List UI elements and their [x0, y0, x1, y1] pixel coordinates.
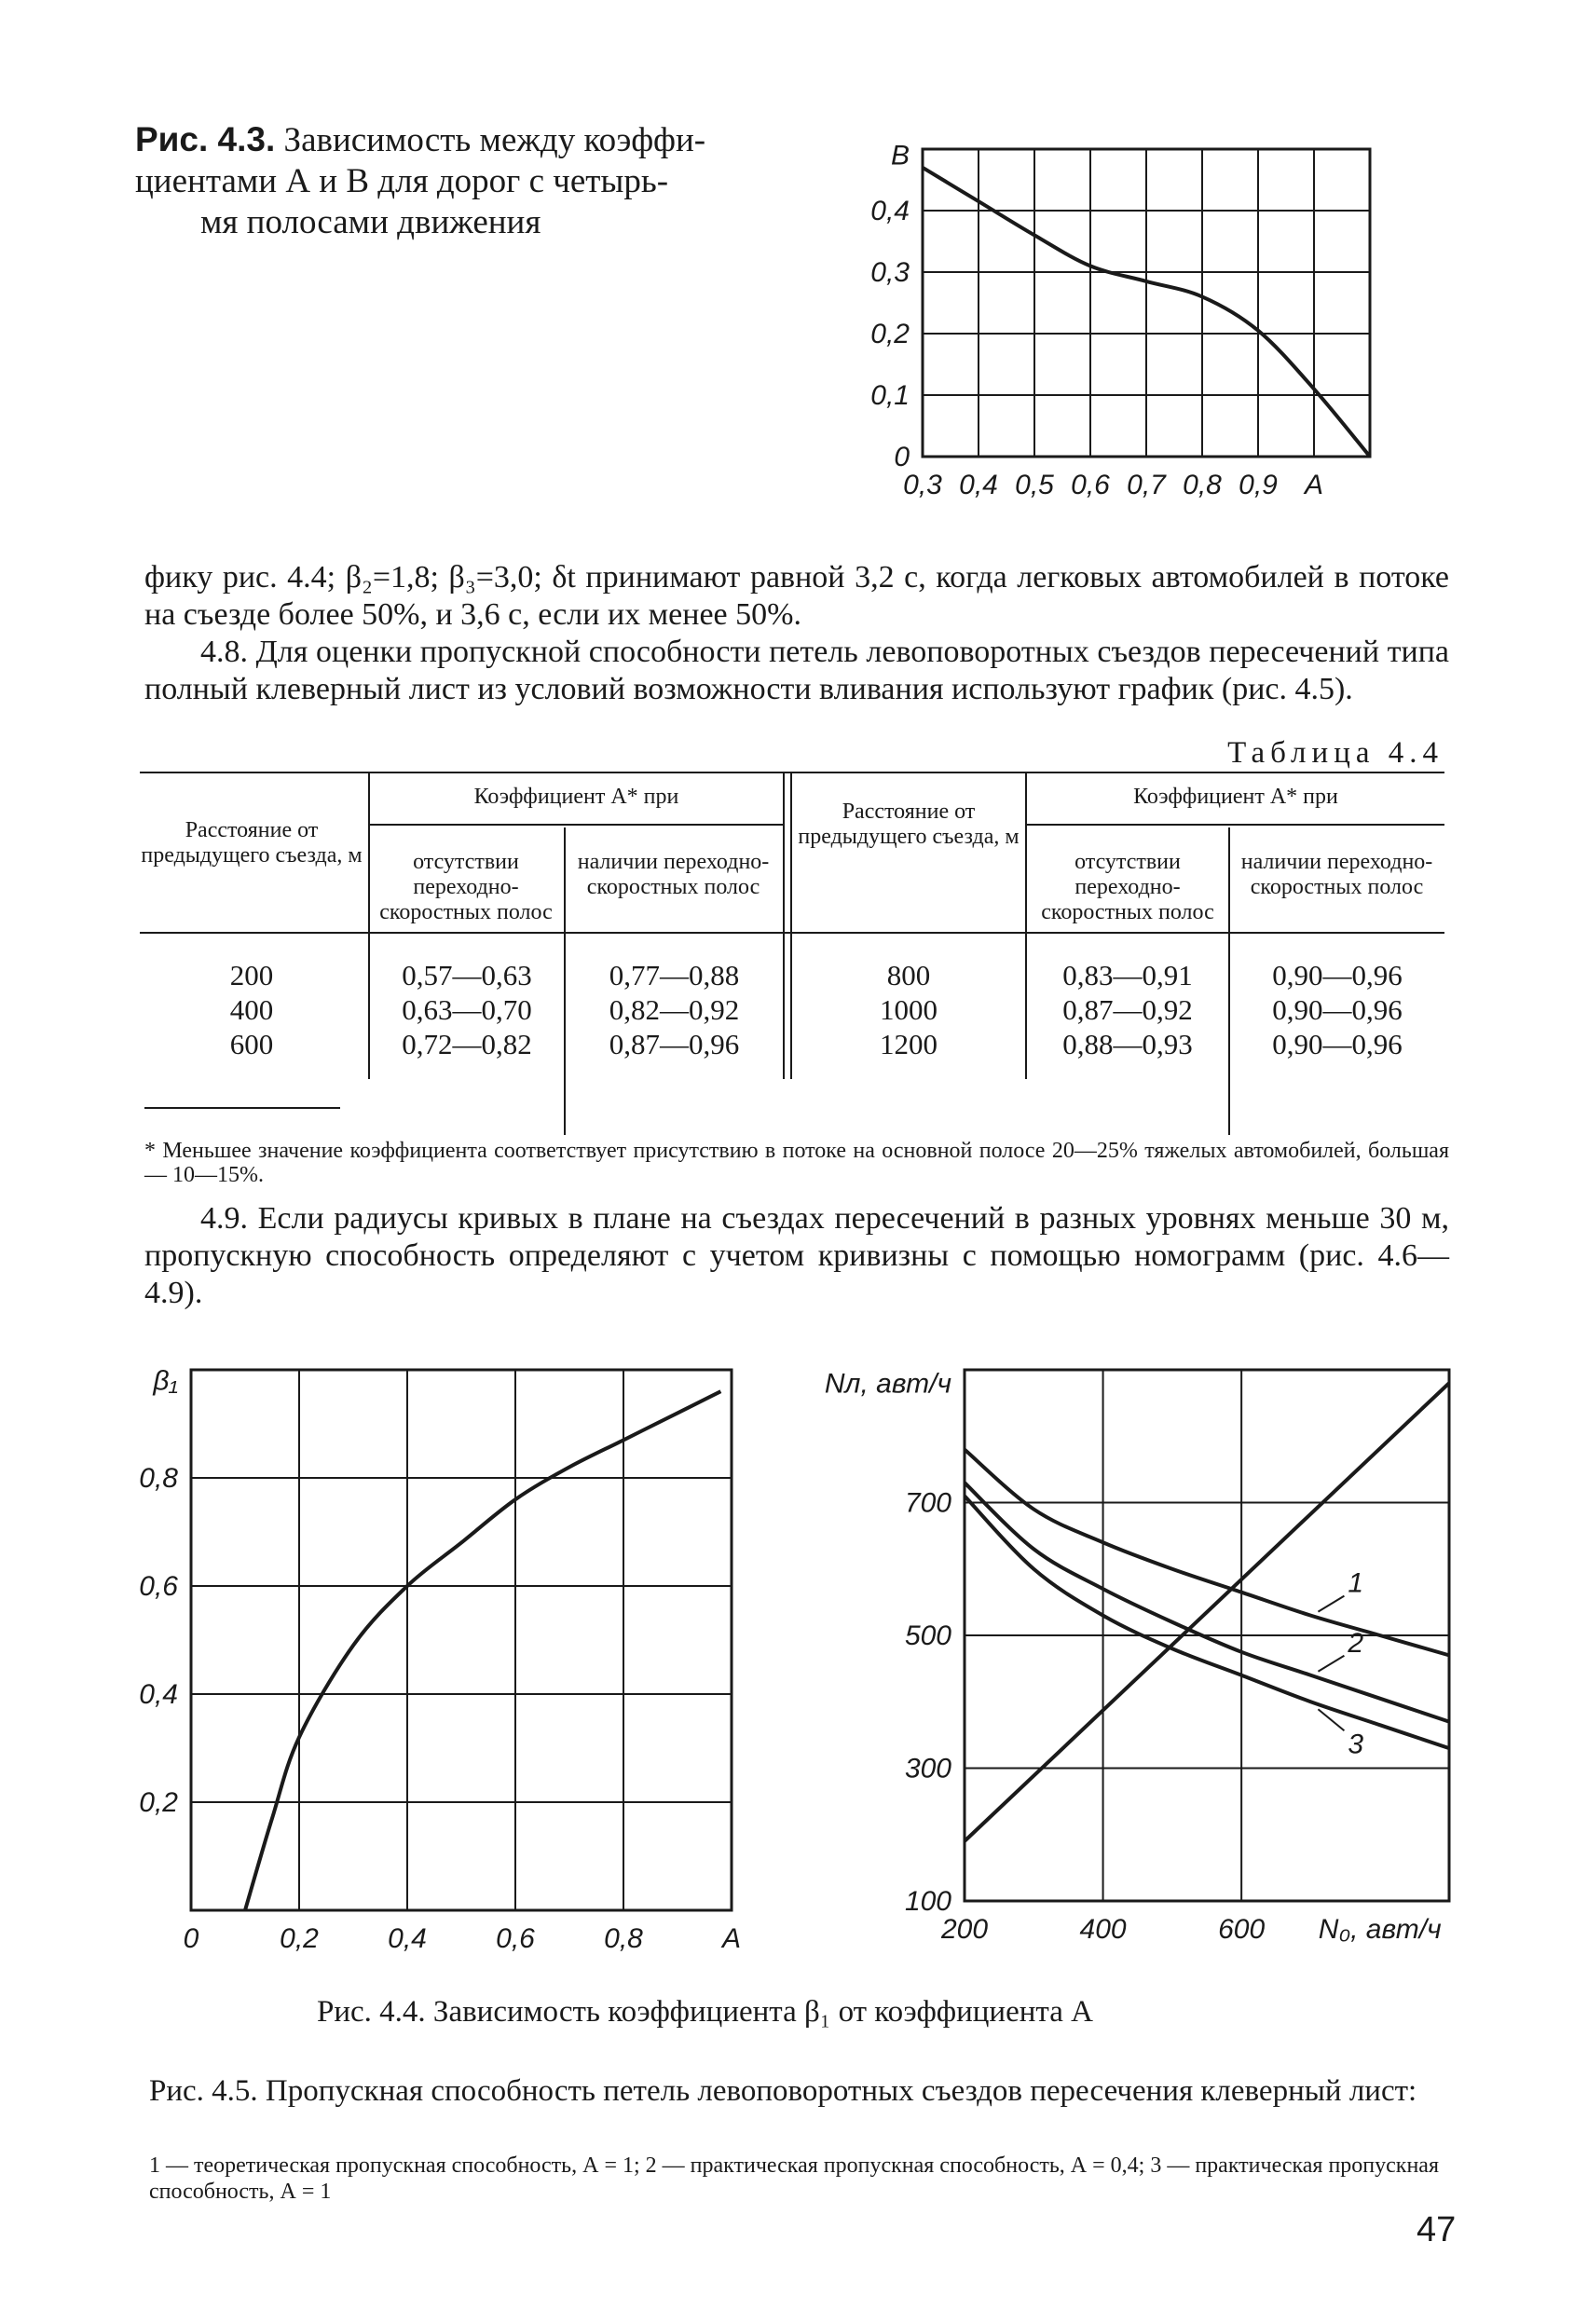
table-cell: 0,90—0,96 — [1272, 993, 1403, 1026]
table-cell: 800 — [886, 959, 931, 991]
header-present-right: наличии переходно-скоростных полос — [1240, 850, 1433, 899]
y-tick-label: 0,1 — [870, 380, 910, 411]
y-tick-label: Nл, авт/ч — [824, 1368, 951, 1400]
x-tick-label: 0,3 — [903, 470, 942, 500]
header-absent: отсутствии переходно-скоростных полос — [379, 850, 553, 924]
fig43-caption-line3: мя полосами движения — [200, 203, 541, 241]
y-tick-label: 0,8 — [139, 1463, 178, 1494]
header-coef-group: Коэффициент А* при — [473, 785, 679, 809]
y-tick-label: β₁ — [153, 1365, 178, 1397]
table-cell: 0,90—0,96 — [1272, 959, 1403, 991]
table-cell: 0,72—0,82 — [402, 1028, 532, 1060]
y-tick-label: 0,2 — [139, 1787, 178, 1818]
table-cell: 200 — [229, 959, 274, 991]
table-footnote: * Меньшее значение коэффициента соответствует присутствию в потоке на основной полосе 20—25% тяжелых автомобилей, большая — 10—15%. — [144, 1139, 1449, 1187]
table-cell: 0,77—0,88 — [609, 959, 740, 991]
table-4-4 — [140, 772, 1444, 1088]
table-cell: 0,63—0,70 — [402, 993, 532, 1026]
series-label: 3 — [1348, 1729, 1364, 1760]
footnote-rule — [144, 1107, 340, 1109]
x-tick-label: N₀, авт/ч — [1318, 1914, 1442, 1945]
series-line — [965, 1383, 1449, 1841]
series-label-leader — [1318, 1656, 1344, 1672]
header-distance-right: Расстояние от предыдущего съезда, м — [798, 800, 1020, 849]
series-label: 2 — [1348, 1627, 1364, 1659]
y-tick-label: 0,6 — [139, 1571, 178, 1602]
x-tick-label: 0,7 — [1127, 470, 1166, 500]
page-number: 47 — [1417, 2210, 1457, 2249]
table-cell: 0,88—0,93 — [1062, 1028, 1193, 1060]
fig43-caption-label: Рис. 4.3. — [135, 120, 276, 158]
fig43-caption-line1: Зависимость между коэффи- — [283, 121, 706, 159]
series-line — [245, 1391, 720, 1910]
x-tick-label: 0,8 — [604, 1923, 643, 1954]
x-tick-label: 0,4 — [388, 1923, 427, 1954]
plot-frame — [191, 1370, 732, 1910]
x-tick-label: 600 — [1218, 1914, 1266, 1945]
fig43-caption-line2: циентами А и В для дорог с четырь- — [135, 162, 669, 200]
x-tick-label: 0 — [183, 1923, 199, 1954]
fig44-chart — [112, 1351, 746, 1966]
paragraph-4-9: 4.9. Если радиусы кривых в плане на съездах пересечений в разных уровнях меньше 30 м, пропускную способность определяют с учетом кривизны с помощью номограмм (рис. 4.6—4.9). — [144, 1201, 1449, 1310]
table-cell: 0,83—0,91 — [1062, 959, 1193, 991]
y-tick-label: В — [890, 140, 910, 171]
series-line — [965, 1496, 1449, 1748]
x-tick-label: 0,6 — [496, 1923, 535, 1954]
y-tick-label: 100 — [904, 1886, 951, 1917]
table-cell: 0,57—0,63 — [402, 959, 532, 991]
y-tick-label: 500 — [904, 1620, 951, 1651]
x-tick-label: 0,6 — [1071, 470, 1110, 500]
table-cell: 0,82—0,92 — [609, 993, 740, 1026]
x-tick-label: А — [721, 1923, 742, 1954]
table-cell: 0,87—0,96 — [609, 1028, 740, 1060]
y-tick-label: 0,2 — [870, 319, 910, 349]
y-tick-label: 700 — [904, 1487, 951, 1519]
table-cell: 1000 — [880, 993, 938, 1026]
table-cell: 0,90—0,96 — [1272, 1028, 1403, 1060]
paragraph-4-8: 4.8. Для оценки пропускной способности петель левоповоротных съездов пересечений типа полный клеверный лист из условий возможности вливания используют график (рис. 4.5). — [144, 635, 1449, 706]
header-present: наличии переходно-скоростных полос — [577, 850, 770, 899]
fig45-caption: Рис. 4.5. Пропускная способность петель левоповоротных съездов пересечения клеверный лист: — [149, 2074, 1417, 2108]
table-cell: 0,87—0,92 — [1062, 993, 1193, 1026]
series-label: 1 — [1348, 1567, 1364, 1599]
table-cell: 600 — [229, 1028, 274, 1060]
x-tick-label: 0,8 — [1183, 470, 1222, 500]
y-tick-label: 300 — [904, 1753, 951, 1784]
fig45-legend: 1 — теоретическая пропускная способность, А = 1; 2 — практическая пропускная способность, А = 0,4; 3 — практическая пропускная способность, А = 1 — [149, 2153, 1439, 2204]
header-absent-right: отсутствии переходно-скоростных полос — [1041, 850, 1214, 924]
x-tick-label: 0,5 — [1015, 470, 1054, 500]
y-tick-label: 0,4 — [139, 1679, 178, 1710]
table-title: Таблица 4.4 — [1227, 736, 1444, 770]
x-tick-label: 0,9 — [1239, 470, 1278, 500]
fig43-caption — [135, 119, 750, 243]
series-line — [965, 1483, 1449, 1722]
x-tick-label: 0,2 — [280, 1923, 319, 1954]
table-cell: 1200 — [880, 1028, 938, 1060]
y-tick-label: 0,3 — [870, 257, 910, 288]
paragraph-continued: фику рис. 4.4; β₂=1,8; β₃=3,0; δt принимают равной 3,2 с, когда легковых автомобилей в потоке на съезде более 50%, и 3,6 с, если их менее 50%. — [144, 560, 1449, 632]
fig45-chart — [820, 1342, 1472, 1966]
x-tick-label: 200 — [940, 1914, 989, 1945]
x-tick-label: А — [1304, 470, 1324, 500]
y-tick-label: 0,4 — [870, 196, 910, 226]
fig44-caption: Рис. 4.4. Зависимость коэффициента β₁ от коэффициента А — [317, 1995, 1093, 2029]
header-distance: Расстояние от предыдущего съезда, м — [141, 818, 363, 868]
series-label-leader — [1318, 1596, 1344, 1612]
y-tick-label: 0 — [894, 442, 910, 472]
x-tick-label: 400 — [1079, 1914, 1127, 1945]
header-coef-group-right: Коэффициент А* при — [1133, 785, 1338, 809]
fig43-chart — [857, 140, 1398, 531]
table-cell: 400 — [229, 993, 274, 1026]
x-tick-label: 0,4 — [959, 470, 998, 500]
